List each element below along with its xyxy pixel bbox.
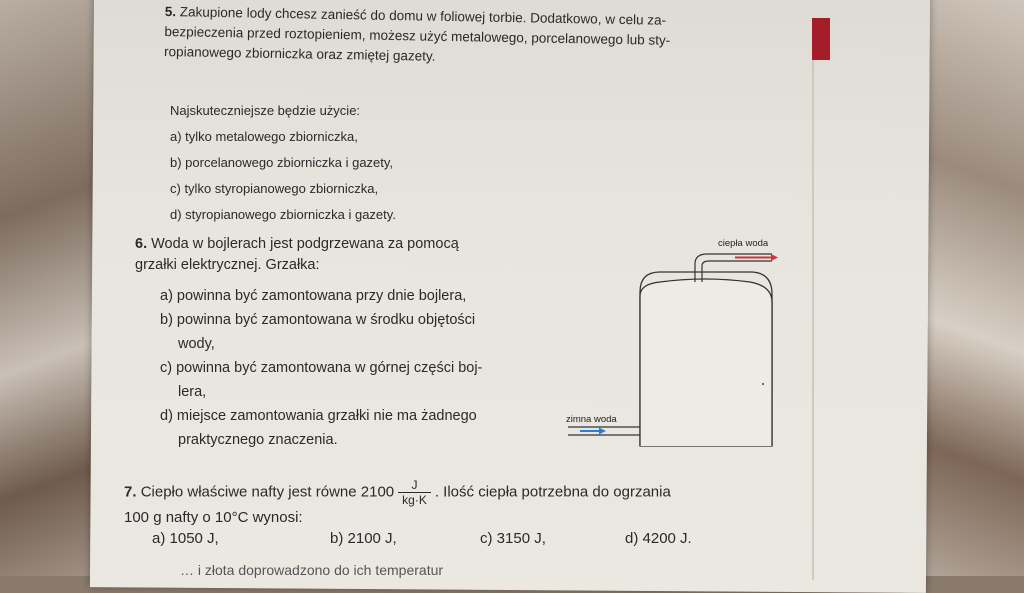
dot-mark <box>762 383 764 385</box>
hot-arrow-head <box>771 254 778 261</box>
question-6 <box>135 234 459 276</box>
q7-line2: 100 g nafty o 10°C wynosi: <box>124 509 303 526</box>
q7-option-b: b) 2100 J, <box>330 530 397 547</box>
q5-option-a: a) tylko metalowego zbiorniczka, <box>170 129 358 144</box>
q6-option-d-cont: praktycznego znaczenia. <box>178 432 338 448</box>
q7-number: 7. <box>124 483 137 501</box>
q5-line2: bezpieczenia przed roztopieniem, możesz użyć metalowego, porcelanowego lub sty- <box>164 23 671 48</box>
q6-answers <box>160 284 482 452</box>
boiler-diagram <box>560 232 800 462</box>
boiler-tank <box>640 279 772 446</box>
cold-water-label: zimna woda <box>566 414 617 425</box>
q6-option-c-cont: lera, <box>178 384 207 400</box>
fraction-numerator: J <box>398 478 431 493</box>
q6-option-b: b) powinna być zamontowana w środku objętości <box>160 312 476 328</box>
q6-option-a: a) powinna być zamontowana przy dnie bojlera, <box>160 288 467 304</box>
q5-option-c: c) tylko styropianowego zbiorniczka, <box>170 181 379 196</box>
cold-arrow-head <box>599 428 606 435</box>
q6-option-c: c) powinna być zamontowana w górnej części boj- <box>160 360 483 376</box>
q5-prompt: Najskuteczniejsze będzie użycie: <box>170 103 361 118</box>
margin-line <box>812 60 814 580</box>
q7-option-a: a) 1050 J, <box>152 530 219 547</box>
q5-option-b: b) porcelanowego zbiorniczka i gazety, <box>170 155 394 170</box>
q7-option-d: d) 4200 J. <box>625 530 692 547</box>
q7-text-before: Ciepło właściwe nafty jest równe 2100 <box>140 483 395 501</box>
q6-option-b-cont: wody, <box>178 336 215 352</box>
q5-number: 5. <box>164 3 177 20</box>
q6-line2: grzałki elektrycznej. Grzałka: <box>135 257 320 273</box>
q6-line1: Woda w bojlerach jest podgrzewana za pomocą <box>151 236 459 252</box>
q5-option-d: d) styropianowego zbiorniczka i gazety. <box>170 207 396 222</box>
q5-answers <box>170 98 396 228</box>
red-page-tab <box>812 18 830 60</box>
q5-line1: Zakupione lody chcesz zanieść do domu w foliowej torbie. Dodatkowo, w celu za- <box>179 4 667 28</box>
question-7 <box>124 478 671 529</box>
fraction-denominator: kg·K <box>402 493 427 507</box>
q7-text-after: . Ilość ciepła potrzebna do ogrzania <box>434 483 671 501</box>
q7-option-c: c) 3150 J, <box>480 530 546 547</box>
q5-line3: ropianowego zbiorniczka oraz zmiętej gazety. <box>164 43 436 64</box>
unit-fraction <box>398 478 431 507</box>
hot-water-label: ciepła woda <box>718 238 769 249</box>
question-5 <box>164 2 671 71</box>
next-question-cut-off: … i złota doprowadzono do ich temperatur <box>180 562 444 578</box>
q6-option-d: d) miejsce zamontowania grzałki nie ma żadnego <box>160 408 477 424</box>
q6-number: 6. <box>135 236 148 252</box>
